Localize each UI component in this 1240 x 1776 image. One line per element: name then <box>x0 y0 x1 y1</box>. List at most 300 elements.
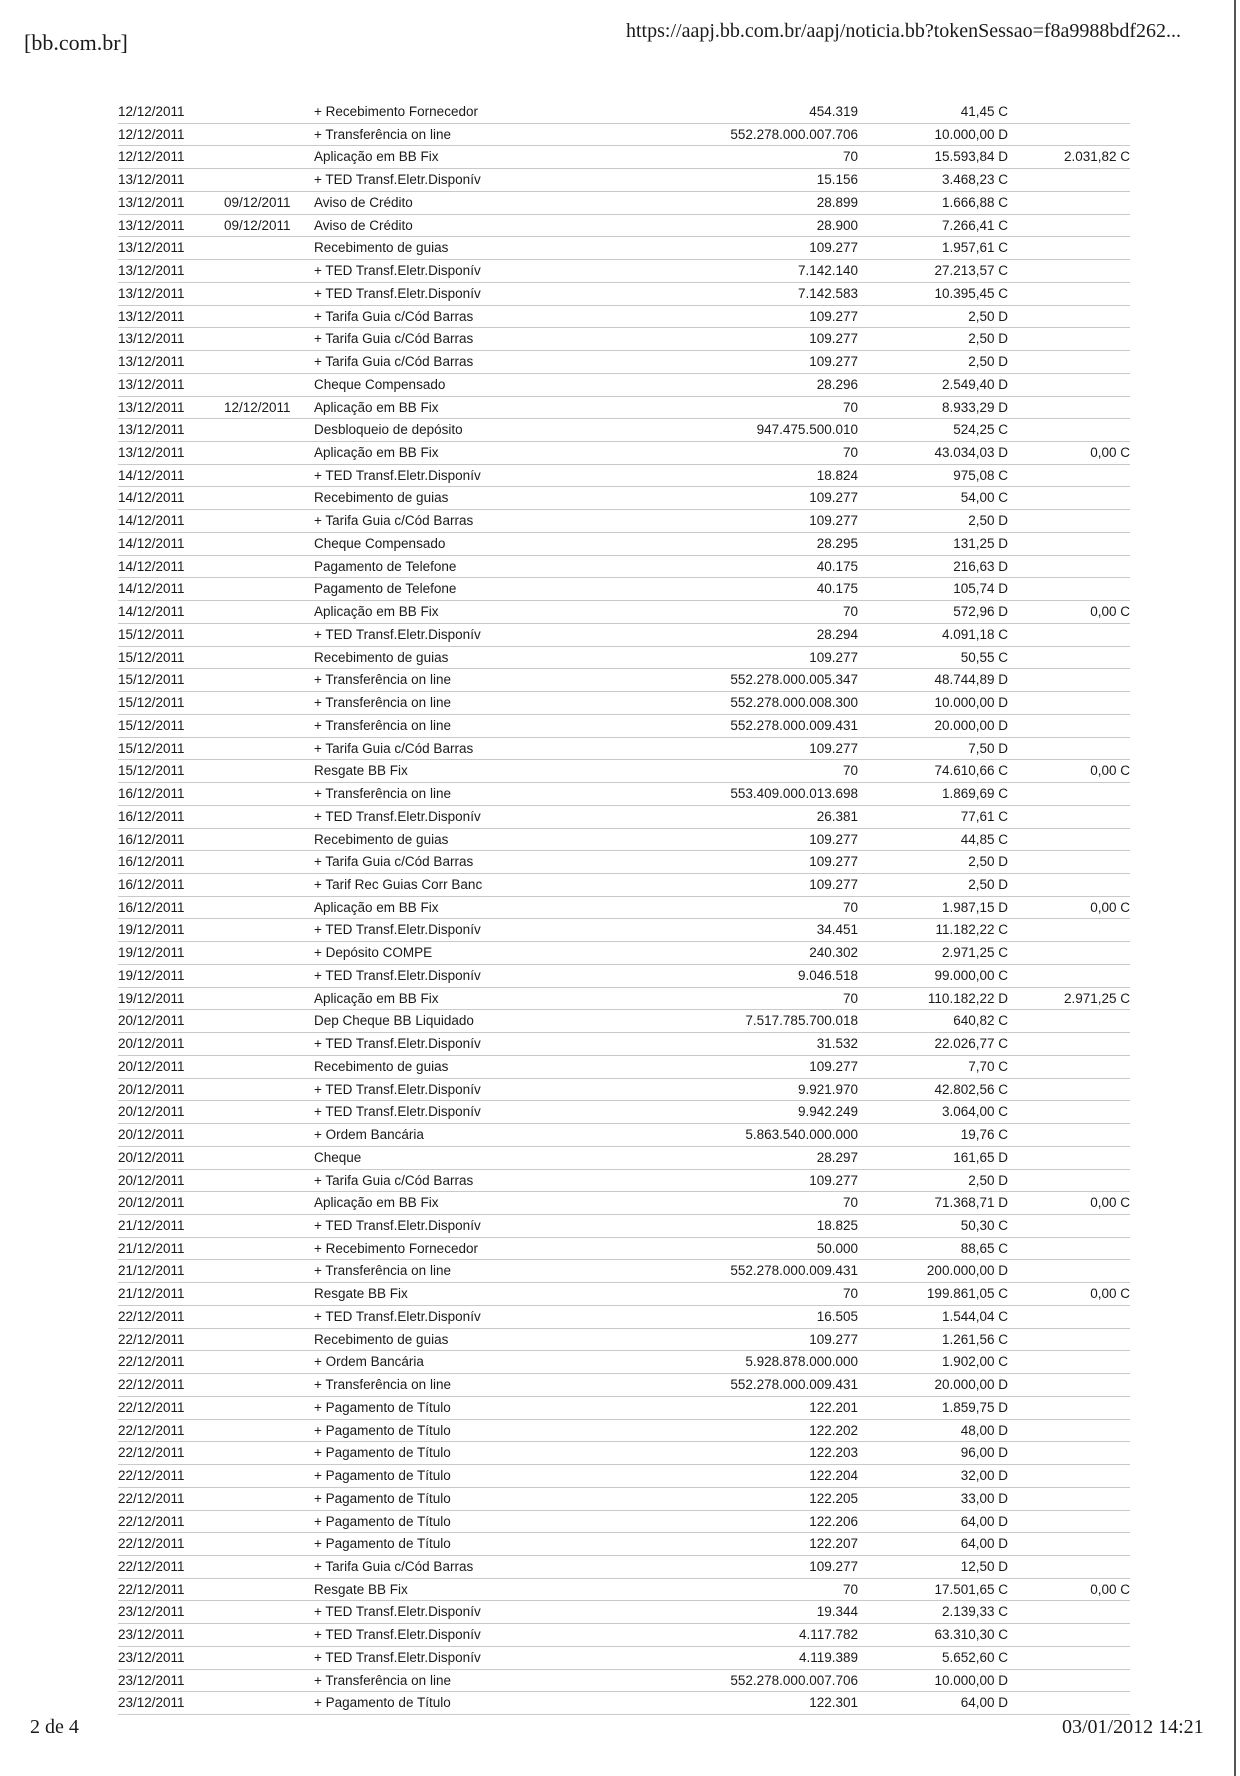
row-value: 7,50 D <box>968 740 1008 756</box>
row-document: 50.000 <box>816 1240 858 1256</box>
row-date: 22/12/2011 <box>118 1308 185 1324</box>
row-description: + Pagamento de Título <box>314 1399 451 1415</box>
row-document: 70 <box>842 1195 858 1211</box>
row-description: + Transferência on line <box>314 695 451 711</box>
row-value: 2,50 D <box>968 854 1008 870</box>
row-description: + TED Transf.Eletr.Disponív <box>314 172 481 188</box>
row-date: 19/12/2011 <box>118 922 185 938</box>
table-row <box>118 215 1130 238</box>
row-document: 5.928.878.000.000 <box>745 1354 858 1370</box>
row-balance: 0,00 C <box>1090 1286 1130 1302</box>
row-date: 14/12/2011 <box>118 535 185 551</box>
row-date: 13/12/2011 <box>118 422 185 438</box>
row-description: Aplicação em BB Fix <box>314 149 439 165</box>
row-date: 12/12/2011 <box>118 104 185 119</box>
row-date: 13/12/2011 <box>118 331 185 347</box>
row-value: 640,82 C <box>953 1013 1008 1029</box>
row-value: 572,96 D <box>953 604 1008 620</box>
table-row <box>118 328 1130 351</box>
row-description: + Tarifa Guia c/Cód Barras <box>314 308 474 324</box>
row-value: 1.869,69 C <box>941 786 1008 802</box>
row-value: 17.501,65 C <box>934 1581 1008 1597</box>
row-value: 1.261,56 C <box>941 1331 1008 1347</box>
row-balance: 2.031,82 C <box>1063 149 1130 165</box>
row-date: 22/12/2011 <box>118 1354 185 1370</box>
row-document: 109.277 <box>809 240 858 256</box>
row-description: Aviso de Crédito <box>314 194 413 210</box>
table-row <box>118 533 1130 556</box>
row-date: 21/12/2011 <box>118 1263 185 1279</box>
row-value: 19,76 C <box>960 1127 1008 1143</box>
row-document: 40.175 <box>816 558 858 574</box>
row-document: 122.204 <box>809 1468 858 1484</box>
row-value: 5.652,60 C <box>941 1649 1008 1665</box>
row-description: + Transferência on line <box>314 1377 451 1393</box>
row-document: 109.277 <box>809 649 858 665</box>
row-value: 20.000,00 D <box>934 717 1008 733</box>
table-row <box>118 1511 1130 1534</box>
row-value: 4.091,18 C <box>941 626 1008 642</box>
table-row <box>118 1601 1130 1624</box>
row-description: Cheque Compensado <box>314 535 446 551</box>
row-date: 14/12/2011 <box>118 513 185 529</box>
row-description: + Transferência on line <box>314 1263 451 1279</box>
row-date: 23/12/2011 <box>118 1672 185 1688</box>
row-document: 947.475.500.010 <box>756 422 858 438</box>
row-value: 2.549,40 D <box>941 376 1008 392</box>
row-value: 43.034,03 D <box>934 445 1008 461</box>
row-date: 13/12/2011 <box>118 172 185 188</box>
row-balance: 0,00 C <box>1090 899 1130 915</box>
table-row <box>118 101 1130 124</box>
row-description: + Pagamento de Título <box>314 1422 451 1438</box>
row-balance-date: 09/12/2011 <box>224 217 291 233</box>
row-description: Aplicação em BB Fix <box>314 604 439 620</box>
row-description: + Pagamento de Título <box>314 1695 451 1711</box>
row-description: + TED Transf.Eletr.Disponív <box>314 1104 481 1120</box>
table-row <box>118 988 1130 1011</box>
row-document: 552.278.000.007.706 <box>730 1672 858 1688</box>
table-row <box>118 1124 1130 1147</box>
row-date: 21/12/2011 <box>118 1217 185 1233</box>
site-header: [bb.com.br] <box>24 30 128 55</box>
table-row <box>118 965 1130 988</box>
table-row <box>118 1056 1130 1079</box>
row-value: 2,50 D <box>968 308 1008 324</box>
row-document: 109.277 <box>809 1058 858 1074</box>
row-balance: 0,00 C <box>1090 445 1130 461</box>
row-date: 14/12/2011 <box>118 581 185 597</box>
table-row <box>118 1351 1130 1374</box>
table-row <box>118 760 1130 783</box>
row-description: + Tarifa Guia c/Cód Barras <box>314 354 474 370</box>
table-row <box>118 419 1130 442</box>
row-date: 23/12/2011 <box>118 1627 185 1643</box>
page-url: https://aapj.bb.com.br/aapj/noticia.bb?tokenSessao=f8a9988bdf262... <box>626 20 1182 42</box>
row-date: 13/12/2011 <box>118 217 185 233</box>
row-description: + Transferência on line <box>314 672 451 688</box>
table-row <box>118 715 1130 738</box>
row-date: 22/12/2011 <box>118 1513 185 1529</box>
row-document: 31.532 <box>816 1036 858 1052</box>
row-value: 32,00 D <box>960 1468 1008 1484</box>
row-document: 7.142.583 <box>797 285 858 301</box>
table-row <box>118 1533 1130 1556</box>
table-row <box>118 1488 1130 1511</box>
table-row <box>118 601 1130 624</box>
table-row <box>118 1670 1130 1693</box>
row-document: 70 <box>842 899 858 915</box>
row-document: 70 <box>842 399 858 415</box>
row-value: 2,50 D <box>968 1172 1008 1188</box>
table-row <box>118 783 1130 806</box>
row-value: 2,50 D <box>968 513 1008 529</box>
row-document: 28.297 <box>816 1149 858 1165</box>
row-date: 14/12/2011 <box>118 604 185 620</box>
row-document: 122.201 <box>809 1399 858 1415</box>
row-value: 105,74 D <box>953 581 1008 597</box>
row-date: 16/12/2011 <box>118 899 185 915</box>
table-row <box>118 874 1130 897</box>
row-value: 3.064,00 C <box>941 1104 1008 1120</box>
row-date: 20/12/2011 <box>118 1172 185 1188</box>
row-date: 23/12/2011 <box>118 1695 185 1711</box>
row-document: 552.278.000.008.300 <box>730 695 858 711</box>
row-value: 44,85 C <box>960 831 1008 847</box>
table-row <box>118 237 1130 260</box>
row-description: Aplicação em BB Fix <box>314 1195 439 1211</box>
row-description: Recebimento de guias <box>314 831 449 847</box>
row-document: 109.277 <box>809 1172 858 1188</box>
table-row <box>118 487 1130 510</box>
row-date: 15/12/2011 <box>118 626 185 642</box>
row-date: 22/12/2011 <box>118 1559 185 1574</box>
row-value: 1.859,75 D <box>941 1399 1008 1415</box>
row-document: 109.277 <box>809 876 858 892</box>
row-description: Resgate BB Fix <box>314 1286 408 1302</box>
row-date: 13/12/2011 <box>118 445 185 461</box>
row-date: 14/12/2011 <box>118 558 185 574</box>
table-row <box>118 1079 1130 1102</box>
row-description: Aplicação em BB Fix <box>314 399 439 415</box>
row-value: 42.802,56 C <box>934 1081 1008 1097</box>
row-date: 22/12/2011 <box>118 1490 185 1506</box>
row-balance-date: 09/12/2011 <box>224 194 291 210</box>
row-document: 70 <box>842 1581 858 1597</box>
row-date: 15/12/2011 <box>118 649 185 665</box>
row-value: 63.310,30 C <box>934 1627 1008 1643</box>
row-document: 26.381 <box>816 808 858 824</box>
row-description: + Transferência on line <box>314 126 451 142</box>
row-description: + Tarifa Guia c/Cód Barras <box>314 331 474 347</box>
row-value: 2.139,33 C <box>941 1604 1008 1620</box>
row-date: 20/12/2011 <box>118 1058 185 1074</box>
row-description: + Tarifa Guia c/Cód Barras <box>314 740 474 756</box>
row-date: 13/12/2011 <box>118 263 185 279</box>
row-description: Dep Cheque BB Liquidado <box>314 1013 474 1029</box>
row-value: 2.971,25 C <box>941 945 1008 961</box>
row-value: 975,08 C <box>953 467 1008 483</box>
row-date: 22/12/2011 <box>118 1422 185 1438</box>
row-document: 109.277 <box>809 740 858 756</box>
table-row <box>118 806 1130 829</box>
row-value: 524,25 C <box>953 422 1008 438</box>
row-value: 48.744,89 D <box>934 672 1008 688</box>
row-document: 109.277 <box>809 854 858 870</box>
row-date: 20/12/2011 <box>118 1127 185 1143</box>
row-description: + TED Transf.Eletr.Disponív <box>314 922 481 938</box>
row-date: 22/12/2011 <box>118 1536 185 1552</box>
row-date: 16/12/2011 <box>118 786 185 802</box>
row-value: 10.000,00 D <box>934 1672 1008 1688</box>
row-value: 48,00 D <box>960 1422 1008 1438</box>
row-document: 19.344 <box>816 1604 858 1620</box>
row-date: 13/12/2011 <box>118 399 185 415</box>
row-date: 16/12/2011 <box>118 808 185 824</box>
row-value: 2,50 D <box>968 354 1008 370</box>
row-date: 16/12/2011 <box>118 831 185 847</box>
row-value: 1.987,15 D <box>941 899 1008 915</box>
row-description: Aplicação em BB Fix <box>314 899 439 915</box>
table-row <box>118 897 1130 920</box>
table-row <box>118 647 1130 670</box>
statement-table <box>0 101 1240 1715</box>
row-description: + Pagamento de Título <box>314 1468 451 1484</box>
row-value: 88,65 C <box>960 1240 1008 1256</box>
row-description: + TED Transf.Eletr.Disponív <box>314 1308 481 1324</box>
row-description: Recebimento de guias <box>314 1331 449 1347</box>
table-row <box>118 1215 1130 1238</box>
row-date: 21/12/2011 <box>118 1240 185 1256</box>
row-date: 13/12/2011 <box>118 194 185 210</box>
table-row <box>118 1556 1130 1579</box>
table-row <box>118 624 1130 647</box>
row-document: 28.296 <box>816 376 858 392</box>
row-value: 7.266,41 C <box>941 217 1008 233</box>
row-value: 41,45 C <box>960 104 1008 119</box>
table-row <box>118 1010 1130 1033</box>
row-description: + Transferência on line <box>314 786 451 802</box>
row-date: 12/12/2011 <box>118 126 185 142</box>
row-value: 77,61 C <box>960 808 1008 824</box>
row-balance: 0,00 C <box>1090 1581 1130 1597</box>
row-date: 13/12/2011 <box>118 354 185 370</box>
table-row <box>118 169 1130 192</box>
row-document: 109.277 <box>809 490 858 506</box>
row-date: 22/12/2011 <box>118 1445 185 1461</box>
row-date: 23/12/2011 <box>118 1649 185 1665</box>
table-row <box>118 1579 1130 1602</box>
row-description: Recebimento de guias <box>314 240 449 256</box>
row-document: 240.302 <box>809 945 858 961</box>
row-description: + TED Transf.Eletr.Disponív <box>314 808 481 824</box>
table-row <box>118 1442 1130 1465</box>
row-description: Cheque <box>314 1149 362 1165</box>
row-document: 122.203 <box>809 1445 858 1461</box>
row-description: + Depósito COMPE <box>314 945 433 961</box>
row-value: 11.182,22 C <box>935 922 1008 938</box>
row-value: 200.000,00 D <box>926 1263 1008 1279</box>
row-description: + Pagamento de Título <box>314 1445 451 1461</box>
row-description: + TED Transf.Eletr.Disponív <box>314 1649 481 1665</box>
table-row <box>118 465 1130 488</box>
table-row <box>118 510 1130 533</box>
table-row <box>118 1238 1130 1261</box>
table-row <box>118 919 1130 942</box>
row-date: 20/12/2011 <box>118 1195 185 1211</box>
row-description: Pagamento de Telefone <box>314 581 457 597</box>
row-date: 23/12/2011 <box>118 1604 185 1620</box>
row-date: 15/12/2011 <box>118 672 185 688</box>
row-date: 22/12/2011 <box>118 1581 185 1597</box>
row-date: 14/12/2011 <box>118 490 185 506</box>
row-document: 7.142.140 <box>797 263 858 279</box>
row-description: + Tarifa Guia c/Cód Barras <box>314 854 474 870</box>
row-document: 109.277 <box>809 831 858 847</box>
row-balance: 2.971,25 C <box>1063 990 1130 1006</box>
row-document: 4.119.389 <box>798 1649 858 1665</box>
table-row <box>118 1624 1130 1647</box>
row-document: 18.824 <box>816 467 858 483</box>
row-balance-date: 12/12/2011 <box>224 399 291 415</box>
row-date: 22/12/2011 <box>118 1468 185 1484</box>
row-document: 28.899 <box>816 194 858 210</box>
row-date: 20/12/2011 <box>118 1036 185 1052</box>
table-row <box>118 146 1130 169</box>
row-document: 552.278.000.005.347 <box>730 672 858 688</box>
row-description: Pagamento de Telefone <box>314 558 457 574</box>
row-date: 22/12/2011 <box>118 1331 185 1347</box>
row-date: 16/12/2011 <box>118 876 185 892</box>
row-document: 109.277 <box>809 331 858 347</box>
table-row <box>118 192 1130 215</box>
row-date: 13/12/2011 <box>118 376 185 392</box>
row-date: 13/12/2011 <box>118 308 185 324</box>
row-date: 13/12/2011 <box>118 285 185 301</box>
row-value: 1.957,61 C <box>941 240 1008 256</box>
row-document: 122.202 <box>809 1422 858 1438</box>
row-value: 71.368,71 D <box>934 1195 1008 1211</box>
row-document: 109.277 <box>809 513 858 529</box>
row-value: 33,00 D <box>960 1490 1008 1506</box>
table-row <box>118 578 1130 601</box>
row-document: 15.156 <box>816 172 858 188</box>
row-value: 64,00 D <box>960 1513 1008 1529</box>
row-value: 1.902,00 C <box>941 1354 1008 1370</box>
row-value: 54,00 C <box>960 490 1008 506</box>
row-document: 70 <box>842 604 858 620</box>
row-description: + TED Transf.Eletr.Disponív <box>314 1627 481 1643</box>
row-value: 15.593,84 D <box>934 149 1008 165</box>
row-value: 1.666,88 C <box>941 194 1008 210</box>
table-row <box>118 1283 1130 1306</box>
row-document: 553.409.000.013.698 <box>730 786 858 802</box>
row-description: + Tarif Rec Guias Corr Banc <box>314 876 483 892</box>
row-description: + Pagamento de Título <box>314 1490 451 1506</box>
row-document: 40.175 <box>816 581 858 597</box>
row-description: + Tarifa Guia c/Cód Barras <box>314 513 474 529</box>
row-description: + Ordem Bancária <box>314 1127 424 1143</box>
row-date: 19/12/2011 <box>118 945 185 961</box>
row-date: 20/12/2011 <box>118 1081 185 1097</box>
row-description: + Tarifa Guia c/Cód Barras <box>314 1559 474 1574</box>
table-row <box>118 1147 1130 1170</box>
row-balance: 0,00 C <box>1090 1195 1130 1211</box>
row-date: 21/12/2011 <box>118 1286 185 1302</box>
row-document: 122.205 <box>809 1490 858 1506</box>
row-value: 99.000,00 C <box>934 967 1008 983</box>
row-value: 10.395,45 C <box>934 285 1008 301</box>
table-row <box>118 851 1130 874</box>
row-value: 161,65 D <box>953 1149 1008 1165</box>
table-row <box>118 1306 1130 1329</box>
row-value: 216,63 D <box>953 558 1008 574</box>
row-date: 13/12/2011 <box>118 240 185 256</box>
table-row <box>118 442 1130 465</box>
row-document: 552.278.000.009.431 <box>730 717 858 733</box>
row-document: 9.921.970 <box>797 1081 858 1097</box>
row-document: 28.294 <box>816 626 858 642</box>
row-document: 552.278.000.007.706 <box>730 126 858 142</box>
row-document: 9.046.518 <box>797 967 858 983</box>
row-description: Aviso de Crédito <box>314 217 413 233</box>
row-description: + Pagamento de Título <box>314 1513 451 1529</box>
table-row <box>118 1647 1130 1670</box>
row-description: + Recebimento Fornecedor <box>314 1240 478 1256</box>
row-description: Recebimento de guias <box>314 1058 449 1074</box>
row-document: 70 <box>842 763 858 779</box>
row-description: Desbloqueio de depósito <box>314 422 463 438</box>
row-description: + TED Transf.Eletr.Disponív <box>314 467 481 483</box>
row-description: + TED Transf.Eletr.Disponív <box>314 1036 481 1052</box>
row-document: 18.825 <box>816 1217 858 1233</box>
table-row <box>118 1420 1130 1443</box>
row-description: + Ordem Bancária <box>314 1354 424 1370</box>
row-document: 109.277 <box>809 1331 858 1347</box>
row-value: 64,00 D <box>960 1536 1008 1552</box>
row-date: 15/12/2011 <box>118 695 185 711</box>
row-description: Resgate BB Fix <box>314 763 408 779</box>
row-date: 22/12/2011 <box>118 1377 185 1393</box>
row-value: 199.861,05 C <box>926 1286 1008 1302</box>
row-document: 454.319 <box>809 104 858 119</box>
table-row <box>118 829 1130 852</box>
row-date: 22/12/2011 <box>118 1399 185 1415</box>
table-row <box>118 1397 1130 1420</box>
row-document: 7.517.785.700.018 <box>745 1013 858 1029</box>
row-document: 16.505 <box>816 1308 858 1324</box>
row-value: 2,50 D <box>968 331 1008 347</box>
table-row <box>118 351 1130 374</box>
row-value: 131,25 D <box>953 535 1008 551</box>
row-document: 70 <box>842 445 858 461</box>
row-description: + Transferência on line <box>314 717 451 733</box>
row-description: + TED Transf.Eletr.Disponív <box>314 1604 481 1620</box>
row-document: 552.278.000.009.431 <box>730 1377 858 1393</box>
row-date: 16/12/2011 <box>118 854 185 870</box>
row-value: 110.182,22 D <box>927 990 1008 1006</box>
row-document: 109.277 <box>809 354 858 370</box>
row-description: + TED Transf.Eletr.Disponív <box>314 1081 481 1097</box>
row-description: + TED Transf.Eletr.Disponív <box>314 285 481 301</box>
row-value: 20.000,00 D <box>934 1377 1008 1393</box>
row-description: Resgate BB Fix <box>314 1581 408 1597</box>
row-document: 122.206 <box>809 1513 858 1529</box>
row-description: + TED Transf.Eletr.Disponív <box>314 626 481 642</box>
row-value: 10.000,00 D <box>934 695 1008 711</box>
row-value: 1.544,04 C <box>941 1308 1008 1324</box>
row-value: 50,55 C <box>960 649 1008 665</box>
